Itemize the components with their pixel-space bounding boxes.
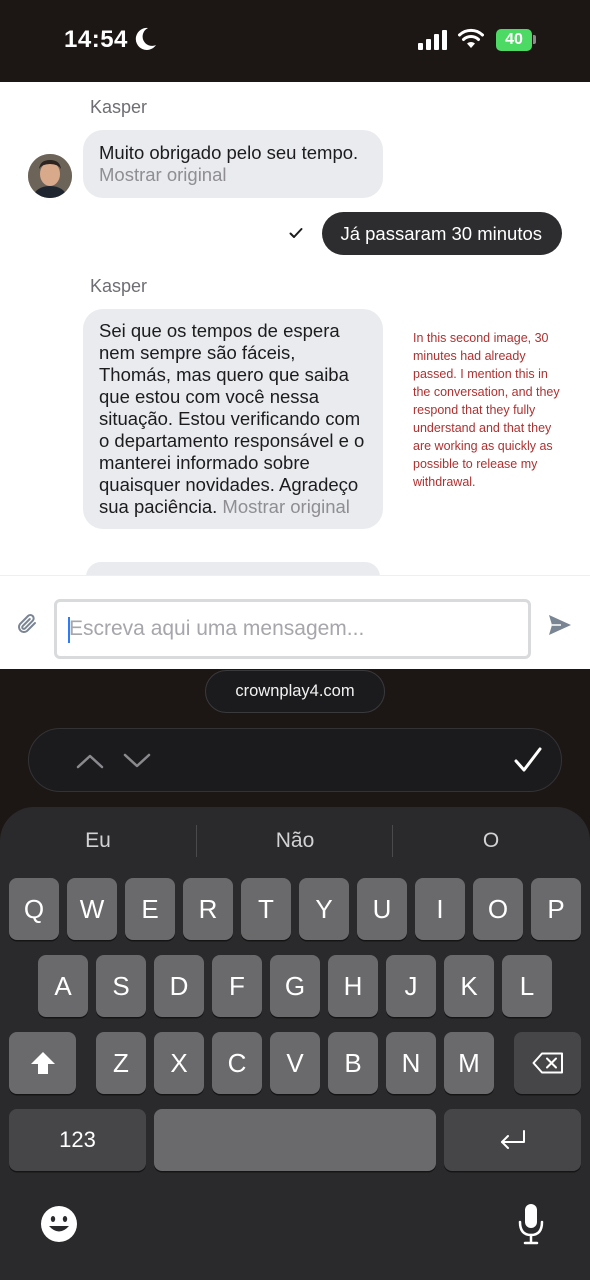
message-bubble-outgoing[interactable]: [322, 212, 562, 255]
key-o[interactable]: O: [473, 878, 523, 940]
key-s[interactable]: S: [96, 955, 146, 1017]
key-w[interactable]: W: [67, 878, 117, 940]
key-f[interactable]: F: [212, 955, 262, 1017]
return-key[interactable]: [444, 1109, 581, 1171]
key-g[interactable]: G: [270, 955, 320, 1017]
message-text: Muito obrigado pelo seu tempo.: [99, 142, 359, 163]
key-b[interactable]: B: [328, 1032, 378, 1094]
annotation-note: In this second image, 30 minutes had already passed. I mention this in the conversation, and they respond that they fully understand and that they are working as quickly as possible to release my withdrawal.: [413, 331, 560, 489]
key-y[interactable]: Y: [299, 878, 349, 940]
chevron-down-icon[interactable]: [123, 752, 151, 770]
done-checkmark-icon[interactable]: [513, 745, 543, 775]
numbers-key[interactable]: 123: [9, 1109, 146, 1171]
emoji-icon[interactable]: [39, 1204, 79, 1244]
message-text: Já passaram 30 minutos: [340, 223, 542, 244]
form-navigation-bar: [28, 728, 562, 792]
battery-level: 40: [505, 31, 523, 48]
shift-key[interactable]: [9, 1032, 76, 1094]
keyboard: [0, 807, 590, 1280]
wifi-icon: [457, 27, 485, 49]
sender-name: Kasper: [90, 276, 148, 296]
key-r[interactable]: R: [183, 878, 233, 940]
key-h[interactable]: H: [328, 955, 378, 1017]
shift-arrow-icon: [30, 1051, 56, 1075]
message-input[interactable]: [57, 602, 528, 656]
message-bubble-incoming[interactable]: [83, 130, 383, 198]
key-e[interactable]: E: [125, 878, 175, 940]
sent-check-icon: [289, 227, 303, 239]
key-j[interactable]: J: [386, 955, 436, 1017]
paperclip-icon[interactable]: [15, 612, 39, 636]
status-bar: [0, 0, 590, 82]
cellular-signal-icon: [418, 30, 448, 50]
message-composer: [0, 575, 590, 669]
backspace-key[interactable]: [514, 1032, 581, 1094]
key-z[interactable]: Z: [96, 1032, 146, 1094]
key-x[interactable]: X: [154, 1032, 204, 1094]
message-text: Sei que os tempos de espera nem sempre são fáceis, Thomás, mas quero que saiba que estou com você nessa situação. Estou verificando com o departamento responsável e o manterei informado sobre quaisquer novidades. Agradeço sua paciência.: [99, 320, 365, 517]
key-d[interactable]: D: [154, 955, 204, 1017]
backspace-icon: [532, 1052, 564, 1074]
suggestion-item[interactable]: Não: [275, 829, 315, 852]
key-u[interactable]: U: [357, 878, 407, 940]
avatar: [28, 154, 72, 198]
suggestion-item[interactable]: Eu: [85, 829, 111, 852]
battery-tip: [533, 35, 536, 44]
battery-indicator: [496, 29, 532, 51]
microphone-icon[interactable]: [517, 1202, 545, 1246]
key-k[interactable]: K: [444, 955, 494, 1017]
key-n[interactable]: N: [386, 1032, 436, 1094]
key-l[interactable]: L: [502, 955, 552, 1017]
send-icon[interactable]: [547, 613, 573, 637]
message-bubble-incoming[interactable]: [83, 309, 383, 529]
suggestion-item[interactable]: O: [482, 829, 500, 852]
chat-thread[interactable]: [0, 82, 590, 575]
key-a[interactable]: A: [38, 955, 88, 1017]
chevron-up-icon[interactable]: [76, 752, 104, 770]
message-input-container[interactable]: [54, 599, 531, 659]
key-v[interactable]: V: [270, 1032, 320, 1094]
space-key[interactable]: [154, 1109, 436, 1171]
suggestion-bar: [0, 819, 590, 863]
key-c[interactable]: C: [212, 1032, 262, 1094]
show-original-link[interactable]: Mostrar original: [99, 164, 227, 185]
browser-url-pill[interactable]: crownplay4.com: [205, 670, 385, 713]
return-icon: [498, 1129, 528, 1151]
show-original-link[interactable]: Mostrar original: [222, 496, 350, 517]
message-bubble-partial: [86, 562, 380, 575]
moon-icon: [134, 26, 158, 52]
agent-photo: [28, 154, 72, 198]
key-m[interactable]: M: [444, 1032, 494, 1094]
key-i[interactable]: I: [415, 878, 465, 940]
key-p[interactable]: P: [531, 878, 581, 940]
text-caret: [68, 617, 70, 643]
key-q[interactable]: Q: [9, 878, 59, 940]
sender-name: Kasper: [90, 97, 148, 117]
key-t[interactable]: T: [241, 878, 291, 940]
status-time: 14:54: [64, 26, 128, 53]
